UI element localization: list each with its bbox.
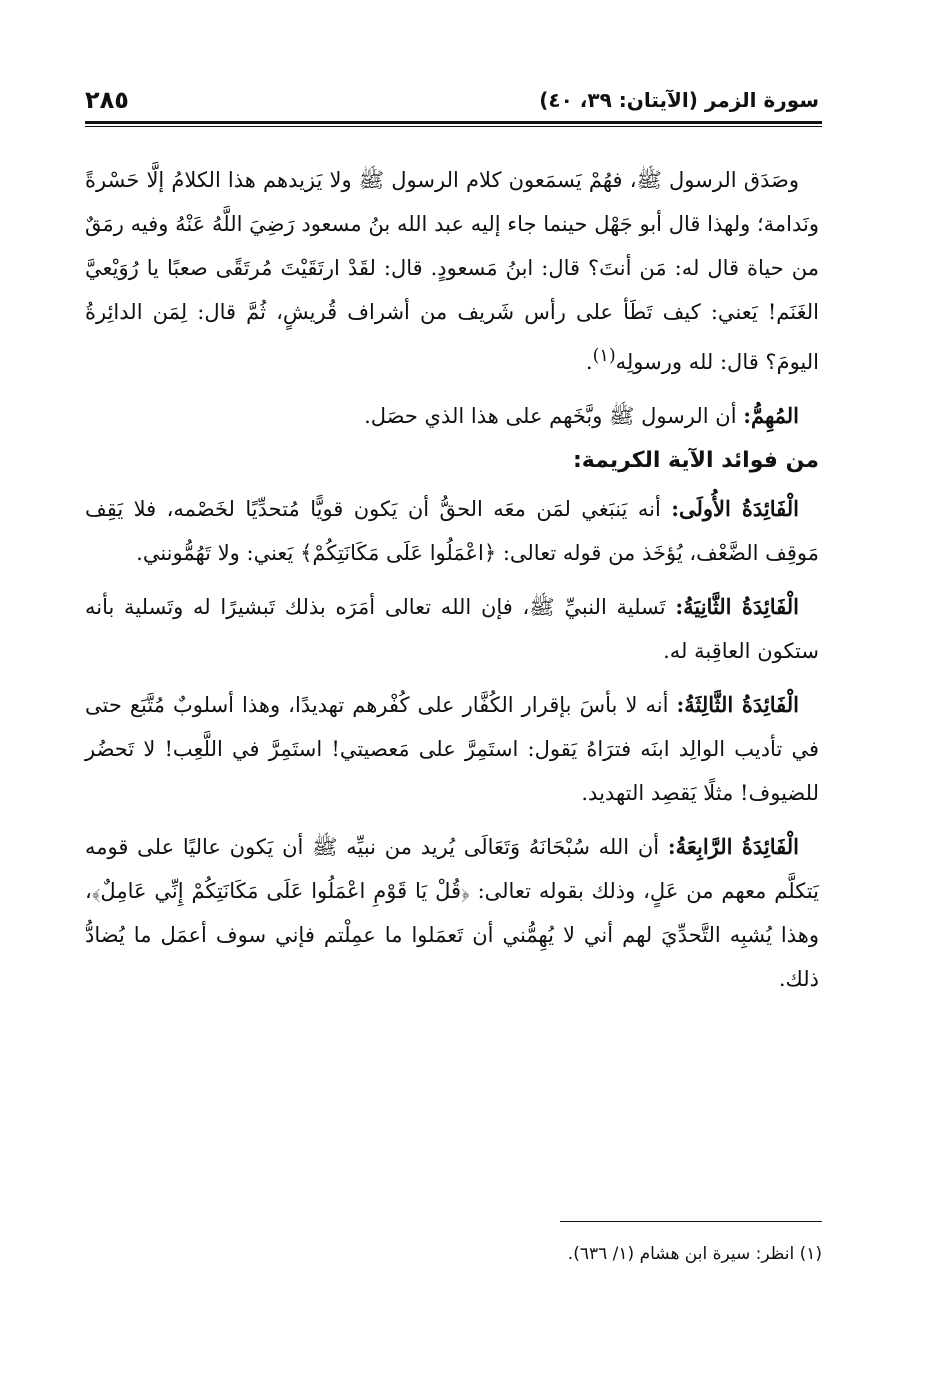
benefit-3-lead: الْفَائِدَةُ الثَّالِثَةُ: [676, 692, 799, 717]
benefit-4-lead: الْفَائِدَةُ الرَّابِعَةُ: [667, 834, 799, 859]
page-body [85, 158, 819, 1011]
header-rule [85, 121, 822, 124]
benefit-1 [85, 487, 819, 575]
page-number: ٢٨٥ [85, 86, 129, 114]
section-heading: من فوائد الآية الكريمة: [572, 448, 819, 473]
paragraph-2-lead: المُهِمُّ: [743, 403, 799, 428]
benefit-3-text: أنه لا بأسَ بإقرار الكُفَّار على كُفْرهم تهديدًا، وهذا أسلوبٌ مُتَّبَع حتى في تأديب الوالِد ابنَه فترَاهُ يَقول: استَمِرَّ على مَعصيتي! استَمِرَّ في اللَّعِب! لا تَحضُر للضيوف! مثلًا يَقصِد التهديد. [85, 693, 819, 805]
benefit-2-lead: الْفَائِدَةُ الثَّانِيَةُ: [675, 594, 799, 619]
footnote: (١) انظر: سيرة ابن هشام (١/ ٦٣٦). [567, 1244, 822, 1264]
paragraph-2-text: أن الرسول ﷺ وبَّخَهم على هذا الذي حصَل. [364, 404, 737, 428]
footnote-ref: (١) [592, 346, 616, 366]
benefit-1-text: أنه يَنبَغي لمَن معَه الحقُّ أن يَكون قويًّا مُتحدِّيًا لخَصْمه، فلا يَقِف مَوقِف الضَّعْف، يُؤخَذ من قوله تعالى: ﴿اعْمَلُوا عَلَى مَكَانَتِكُمْ﴾ يَعني: ولا تَهُمُّونني. [85, 497, 819, 565]
header-rule-thin [85, 126, 822, 127]
benefit-1-lead: الْفَائِدَةُ الأُولَى: [671, 496, 799, 521]
benefit-2-text: تَسلية النبيِّ ﷺ، فإن الله تعالى أمَرَه بذلك تَبشيرًا له وتَسلية بأنه ستكون العاقِبة له. [85, 595, 819, 663]
benefit-4-text: أن الله سُبْحَانَهُ وَتَعَالَى يُريد من نبيِّه ﷺ أن يَكون عاليًا على قومه يَتكلَّم معهم من عَلٍ، وذلك بقوله تعالى: ﴿قُلْ يَا قَوْمِ اعْمَلُوا عَلَى مَكَانَتِكُمْ إِنِّي عَامِلٌ﴾، وهذا يُشبِه التَّحدِّيَ لهم أني لا يُهِمُّني أن تَعمَلوا ما عمِلْتم فإني سوف أعمَل ما يُضادُّ ذلك. [85, 835, 819, 991]
surah-title: سورة الزمر (الآيتان: ٣٩، ٤٠) [539, 88, 819, 112]
footnote-divider [560, 1221, 822, 1222]
benefit-3 [85, 683, 819, 815]
paragraph-1: وصَدَق الرسول ﷺ، فهُمْ يَسمَعون كلام الرسول ﷺ ولا يَزيدهم هذا الكلامُ إلَّا حَسْرةً ونَدامة؛ ولهذا قال أبو جَهْل حينما جاء إليه عبد الله بنُ مسعود رَضِيَ اللَّهُ عَنْهُ وفيه رمَقٌ من حياة قال له: مَن أنتَ؟ قال: ابنُ مَسعودٍ. قال: لقَدْ ارتَقَيْتَ مُرتَقًى صعبًا يا رُوَيْعيَّ الغَنَم! يَعني: كيف تَطَأ على رأس شَريف من أشراف قُريشٍ، ثُمَّ قال: لِمَن الدائِرةُ اليومَ؟ قال: لله ورسولِه$^{(١)}$. [85, 168, 819, 374]
running-header [85, 82, 819, 118]
paragraph-1-text: وصَدَق الرسول ﷺ، فهُمْ يَسمَعون كلام الرسول ﷺ ولا يَزيدهم هذا الكلامُ إلَّا حَسْرةً ونَدامة؛ ولهذا قال أبو جَهْل حينما جاء إليه عبد الله بنُ مسعود رَضِيَ اللَّهُ عَنْهُ وفيه رمَقٌ من حياة قال له: مَن أنتَ؟ قال: ابنُ مَسعودٍ. قال: لقَدْ ارتَقَيْتَ مُرتَقًى صعبًا يا رُوَيْعيَّ الغَنَم! يَعني: كيف تَطَأ على رأس شَريف من أشراف قُريشٍ، ثُمَّ قال: لِمَن الدائِرةُ اليومَ؟ قال: لله ورسولِه [85, 168, 819, 374]
benefit-2 [85, 585, 819, 673]
paragraph-2 [85, 394, 819, 438]
benefit-4 [85, 825, 819, 1001]
